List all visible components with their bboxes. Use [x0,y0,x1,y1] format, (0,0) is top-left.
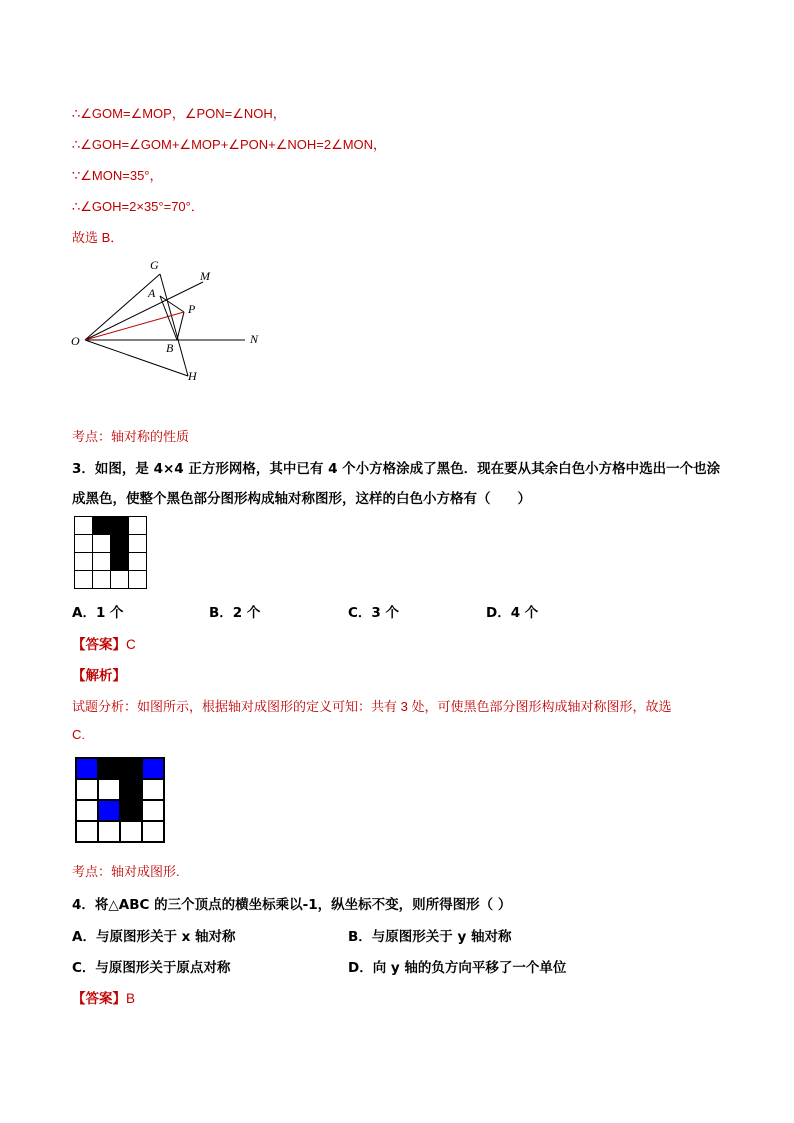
label-b: B [166,341,174,355]
q4-option-d: D．向 y 轴的负方向平移了一个单位 [348,960,567,976]
grid-cell-white [93,571,111,589]
grid-cell-white [142,800,164,821]
q3-analysis-tag: 【解析】 [72,668,126,684]
grid-cell-black [93,517,111,535]
grid-cell-black [111,517,129,535]
grid-cell-blue [98,800,120,821]
grid-cell-black [111,535,129,553]
grid-cell-black [98,758,120,779]
q4-answer [72,987,135,1007]
label-p: P [188,302,196,316]
q4-option-c: C．与原图形关于原点对称 [72,960,231,976]
grid-cell-white [129,571,147,589]
grid-cell-white [93,553,111,571]
geometry-figure [60,255,280,390]
q4-option-b: B．与原图形关于 y 轴对称 [348,929,512,945]
q3-grid [74,516,147,589]
label-o: O [71,334,80,348]
grid-cell-white [98,821,120,842]
q3-option-a: A．1 个 [72,605,124,621]
grid-cell-white [129,553,147,571]
grid-cell-white [75,517,93,535]
grid-cell-white [129,535,147,553]
grid-cell-black [120,758,142,779]
grid-cell-white [142,821,164,842]
q3-solution-grid [75,757,165,843]
q3-analysis-line-2: C. [72,727,85,742]
answer-tag: 【答案】 [72,637,126,653]
proof-line-4: ∴∠GOH=2×35°=70°． [72,199,204,214]
label-g: G [150,258,159,272]
grid-cell-white [75,535,93,553]
q3-stem-line-2: 成黑色，使整个黑色部分图形构成轴对称图形，这样的白色小方格有（ ） [72,491,531,507]
grid-cell-blue [76,758,98,779]
grid-cell-white [93,535,111,553]
grid-cell-white [76,821,98,842]
grid-cell-white [111,571,129,589]
proof-line-3: ∵∠MON=35°， [72,168,163,183]
label-h: H [188,369,197,383]
q3-analysis-line-1: 试题分析：如图所示，根据轴对成图形的定义可知：共有 3 处，可使黑色部分图形构成轴对称图形，故选 [72,699,672,714]
answer-value: C [126,637,136,652]
grid-cell-white [76,800,98,821]
label-n: N [250,332,259,346]
grid-cell-white [75,553,93,571]
kaodian-1: 考点：轴对称的性质 [72,429,190,444]
grid-cell-white [120,821,142,842]
q4-stem: 4．将△ABC 的三个顶点的横坐标乘以-1，纵坐标不变，则所得图形（ ） [72,897,512,913]
proof-line-1: ∴∠GOM=∠MOP，∠PON=∠NOH， [72,106,286,121]
grid-cell-white [76,779,98,800]
grid-cell-white [142,779,164,800]
grid-cell-white [75,571,93,589]
q3-answer [72,633,136,653]
grid-cell-black [120,779,142,800]
q3-stem-line-1: 3．如图，是 4×4 正方形网格，其中已有 4 个小方格涂成了黑色．现在要从其余白色小方格中选出一个也涂 [72,461,721,477]
proof-line-5: 故选 B． [72,230,124,245]
q4-option-a: A．与原图形关于 x 轴对称 [72,929,236,945]
answer-value: B [126,991,136,1006]
q3-option-d: D．4 个 [486,605,539,621]
proof-line-2: ∴∠GOH=∠GOM+∠MOP+∠PON+∠NOH=2∠MON， [72,137,387,152]
grid-cell-white [98,779,120,800]
segment-pb [177,312,184,340]
q3-kaodian: 考点：轴对成图形. [72,864,180,879]
grid-cell-black [120,800,142,821]
grid-cell-black [111,553,129,571]
q3-option-c: C．3 个 [348,605,400,621]
label-a: A [148,286,156,300]
q3-option-b: B．2 个 [209,605,261,621]
segment-og [85,274,160,340]
answer-tag: 【答案】 [72,991,126,1007]
label-m: M [200,269,210,283]
ray-om [85,282,203,340]
grid-cell-blue [142,758,164,779]
segment-gh [160,274,188,376]
grid-cell-white [129,517,147,535]
